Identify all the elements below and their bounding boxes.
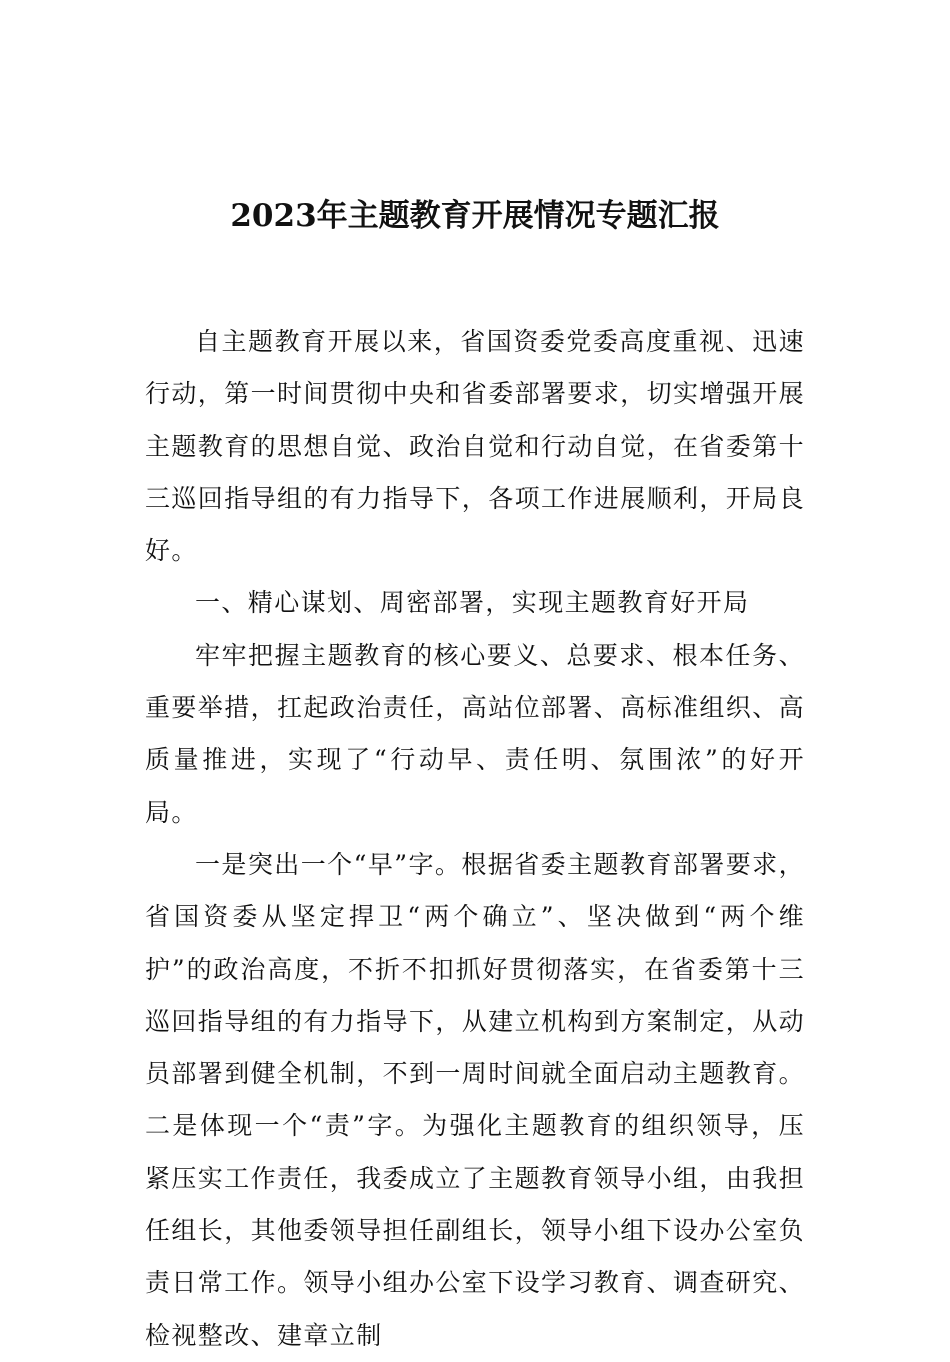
document-title: 2023年主题教育开展情况专题汇报 — [230, 198, 720, 234]
paragraph-overview: 牢牢把握主题教育的核心要义、总要求、根本任务、重要举措，扛起政治责任，高站位部署、高标准组织、高质量推进，实现了“行动早、责任明、氛围浓”的好开局。 — [145, 640, 806, 827]
paragraph-details: 一是突出一个“早”字。根据省委主题教育部署要求，省国资委从坚定捍卫“两个确立”、坚决做到“两个维护”的政治高度，不折不扣抓好贯彻落实，在省委第十三巡回指导组的有力指导下，从建立机构到方案制定，从动员部署到健全机制，不到一周时间就全面启动主题教育。二是体现一个“责”字。为强化主题教育的组织领导，压紧压实工作责任，我委成立了主题教育领导小组，由我担任组长，其他委领导担任副组长，领导小组下设办公室负责日常工作。领导小组办公室下设学习教育、调查研究、检视整改、建章立制 — [145, 849, 806, 1350]
paragraph-intro: 自主题教育开展以来，省国资委党委高度重视、迅速行动，第一时间贯彻中央和省委部署要求，切实增强开展主题教育的思想自觉、政治自觉和行动自觉，在省委第十三巡回指导组的有力指导下，各项工作进展顺利，开局良好。 — [145, 327, 806, 566]
section-heading-1: 一、精心谋划、周密部署，实现主题教育好开局 — [195, 588, 750, 618]
document-body — [145, 316, 805, 1362]
